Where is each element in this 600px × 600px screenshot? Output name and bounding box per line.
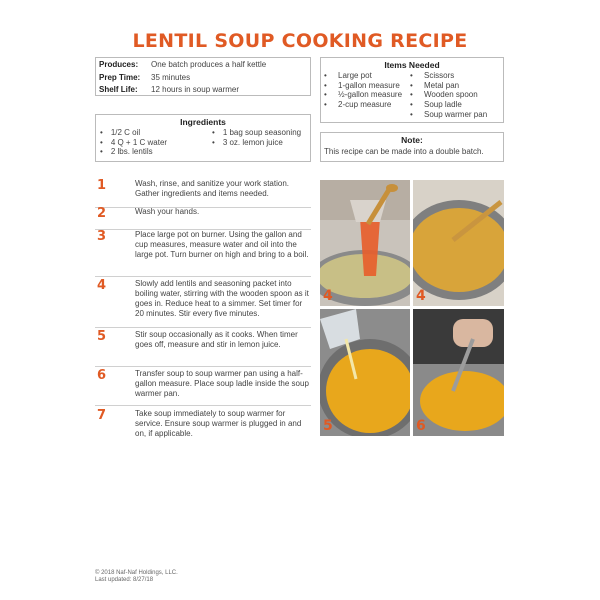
- info-row-prep-time: [99, 72, 307, 85]
- photo-step-4-stirring: [413, 180, 504, 306]
- step-number: 2: [97, 206, 107, 221]
- list-item: • Wooden spoon: [410, 90, 478, 100]
- ingredients-heading: Ingredients: [180, 117, 226, 127]
- ingredients-list: [212, 128, 301, 157]
- step-text: Take soup immediately to soup warmer for service. Ensure soup warmer is plugged in and on, if applicable.: [135, 409, 302, 438]
- step-4: [95, 278, 311, 328]
- list-item: • 1/2 C oil: [100, 128, 212, 138]
- page-title: LENTIL SOUP COOKING RECIPE: [132, 30, 468, 52]
- copyright-text: © 2018 Naf-Naf Holdings, LLC.: [95, 570, 178, 576]
- info-row-shelf-life: [99, 84, 307, 97]
- list-item: • Soup ladle: [410, 100, 462, 110]
- step-number: 7: [97, 408, 107, 423]
- last-updated-text: Last updated: 8/27/18: [95, 577, 154, 583]
- info-label: Prep Time:: [99, 72, 141, 82]
- photo-step-6-transfer: [413, 309, 504, 436]
- photo-step-4-adding-lentils: [320, 180, 410, 306]
- list-item: • Large pot: [324, 71, 372, 80]
- list-item: • 1-gallon measure: [324, 80, 400, 90]
- step-number: 3: [97, 229, 107, 244]
- photo-step-5-lemon-juice: [320, 309, 410, 436]
- step-text: Wash, rinse, and sanitize your work station. Gather ingredients and items needed.: [135, 179, 289, 198]
- list-item: • Metal pan: [410, 80, 460, 90]
- info-value: 35 minutes: [151, 72, 191, 82]
- list-item: • Scissors: [410, 71, 455, 80]
- note-heading: Note:: [401, 135, 423, 145]
- list-item: • 2-cup measure: [324, 100, 392, 110]
- recipe-info-box: [95, 57, 311, 96]
- info-row-produces: [99, 59, 307, 72]
- step-text: Transfer soup to soup warmer pan using a half-gallon measure. Place soup ladle inside the soup warmer pan.: [135, 369, 309, 398]
- info-label: Produces:: [99, 60, 139, 69]
- info-label: Shelf Life:: [99, 85, 138, 94]
- items-needed-heading: Items Needed: [384, 60, 440, 70]
- list-item: • 3 oz. lemon juice: [212, 138, 301, 148]
- step-number: 5: [97, 329, 107, 344]
- info-value: 12 hours in soup warmer: [151, 85, 240, 94]
- step-1: [95, 178, 311, 208]
- note-box: [320, 132, 504, 162]
- step-text: Stir soup occasionally as it cooks. When timer goes off, measure and stir in lemon juice.: [135, 330, 298, 349]
- ingredients-list: [100, 128, 212, 157]
- step-5: [95, 329, 311, 367]
- step-3: [95, 229, 311, 277]
- photo-label: 6: [416, 418, 426, 434]
- list-item: • 4 Q + 1 C water: [100, 138, 212, 148]
- step-text: Wash your hands.: [135, 207, 200, 216]
- step-6: [95, 368, 311, 406]
- photo-label: 4: [323, 288, 333, 304]
- step-text: Slowly add lentils and seasoning packet into boiling water, stirring with the wooden spoon as it goes in. Reduce heat to a simmer. Set timer for 20 minutes. Stir every five minutes.: [135, 279, 309, 318]
- items-list: [324, 71, 410, 120]
- step-text: Place large pot on burner. Using the gallon and cup measures, measure water and oil into the large pot. Turn burner on high and bring to a boil.: [135, 230, 309, 259]
- items-list: [410, 71, 487, 120]
- ingredients-box: [95, 114, 311, 162]
- list-item: • ½-gallon measure: [324, 90, 403, 100]
- photo-label: 5: [323, 418, 333, 434]
- step-2: [95, 206, 311, 230]
- footer: [95, 570, 178, 584]
- note-text: This recipe can be made into a double batch.: [324, 147, 484, 156]
- list-item: • 2 lbs. lentils: [100, 147, 212, 157]
- info-value: One batch produces a half kettle: [151, 60, 267, 69]
- step-number: 4: [97, 278, 107, 293]
- step-7: [95, 408, 311, 446]
- items-needed-box: [320, 57, 504, 123]
- list-item: • Soup warmer pan: [410, 109, 488, 119]
- step-number: 6: [97, 368, 107, 383]
- step-number: 1: [97, 178, 107, 193]
- photo-label: 4: [416, 288, 426, 304]
- list-item: • 1 bag soup seasoning: [212, 128, 301, 138]
